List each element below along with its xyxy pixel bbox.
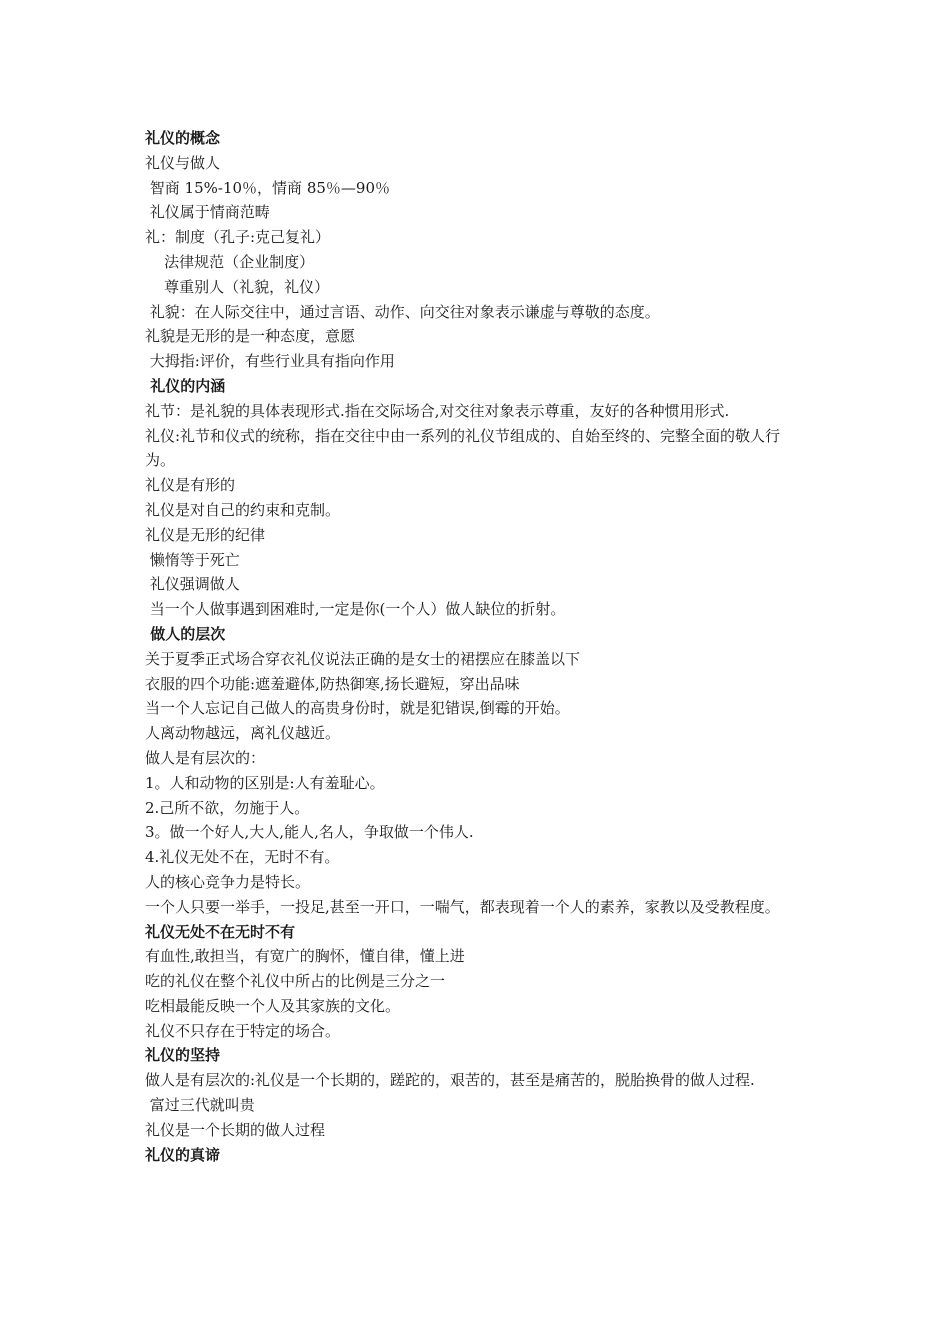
text-line: 做人是有层次的： xyxy=(145,748,266,767)
text-line: 衣服的四个功能:遮羞避体,防热御寒,扬长避短，穿出品味 xyxy=(145,674,520,693)
text-line: 礼仪是有形的 xyxy=(145,476,236,495)
text-line: 礼仪是对自己的约束和克制。 xyxy=(145,500,341,519)
text-line: 智商 15%-10％，情商 85％—90％ xyxy=(145,178,390,197)
text-line: 一个人只要一举手，一投足,甚至一开口，一喘气，都表现着一个人的素养，家教以及受教程度。 xyxy=(145,897,780,916)
text-line: 礼仪不只存在于特定的场合。 xyxy=(145,1021,341,1040)
text-line: 礼仪强调做人 xyxy=(145,575,240,594)
text-line: 1。人和动物的区别是:人有羞耻心。 xyxy=(145,773,385,792)
text-line: 礼仪是一个长期的做人过程 xyxy=(145,1120,326,1139)
text-line: 礼仪:礼节和仪式的统称，指在交往中由一系列的礼仪节组成的、自始至终的、完整全面的敬人行为。 xyxy=(145,426,781,470)
section-heading: 礼仪无处不在无时不有 xyxy=(145,922,296,941)
text-line: 3。做一个好人,大人,能人,名人，争取做一个伟人. xyxy=(145,823,474,842)
text-line: 法律规范（企业制度） xyxy=(145,252,315,271)
text-line: 2.己所不欲，勿施于人。 xyxy=(145,798,310,817)
text-line: 有血性,敢担当，有宽广的胸怀，懂自律，懂上进 xyxy=(145,947,465,966)
text-line: 大拇指:评价，有些行业具有指向作用 xyxy=(145,352,395,371)
section-heading: 做人的层次 xyxy=(145,624,226,643)
text-line: 礼仪与做人 xyxy=(145,153,221,172)
document-body xyxy=(145,126,810,1167)
text-line: 礼节：是礼貌的具体表现形式.指在交际场合,对交往对象表示尊重，友好的各种惯用形式. xyxy=(145,401,730,420)
text-line: 富过三代就叫贵 xyxy=(145,1096,255,1115)
text-line: 吃的礼仪在整个礼仪中所占的比例是三分之一 xyxy=(145,972,446,991)
text-line: 礼貌：在人际交往中，通过言语、动作、向交往对象表示谦虚与尊敬的态度。 xyxy=(145,302,660,321)
text-line: 礼貌是无形的是一种态度，意愿 xyxy=(145,327,356,346)
text-line: 人离动物越远，离礼仪越近。 xyxy=(145,724,341,743)
section-heading: 礼仪的坚持 xyxy=(145,1046,221,1065)
text-line: 当一个人忘记自己做人的高贵身份时，就是犯错误,倒霉的开始。 xyxy=(145,699,570,718)
text-line: 礼：制度（孔子:克己复礼） xyxy=(145,228,331,247)
text-line: 4.礼仪无处不在，无时不有。 xyxy=(145,848,340,867)
text-line: 懒惰等于死亡 xyxy=(145,550,240,569)
section-heading: 礼仪的概念 xyxy=(145,129,221,147)
text-line: 礼仪属于情商范畴 xyxy=(145,203,270,222)
section-heading: 礼仪的内涵 xyxy=(145,376,226,395)
text-line: 关于夏季正式场合穿衣礼仪说法正确的是女士的裙摆应在膝盖以下 xyxy=(145,649,581,668)
text-line: 当一个人做事遇到困难时,一定是你(一个人）做人缺位的折射。 xyxy=(145,600,566,619)
text-line: 礼仪是无形的纪律 xyxy=(145,525,266,544)
text-line: 吃相最能反映一个人及其家族的文化。 xyxy=(145,996,401,1015)
text-line: 人的核心竞争力是特长。 xyxy=(145,872,311,891)
text-line: 做人是有层次的:礼仪是一个长期的，蹉跎的，艰苦的，甚至是痛苦的，脱胎换骨的做人过程. xyxy=(145,1071,755,1090)
text-line: 尊重别人（礼貌，礼仪） xyxy=(145,277,330,296)
section-heading: 礼仪的真谛 xyxy=(145,1145,221,1164)
